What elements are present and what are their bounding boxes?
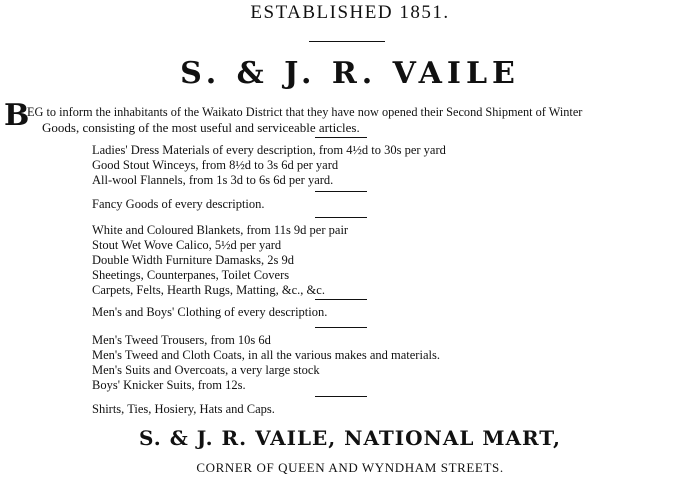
goods-group bbox=[92, 197, 265, 212]
established-heading: ESTABLISHED 1851. bbox=[250, 2, 450, 23]
divider-rule bbox=[309, 41, 385, 42]
goods-item: Ladies' Dress Materials of every description, from 4½d to 30s per yard bbox=[92, 143, 446, 157]
divider-rule bbox=[315, 217, 367, 218]
goods-item: Men's and Boys' Clothing of every description. bbox=[92, 305, 328, 319]
divider-rule bbox=[315, 137, 367, 138]
goods-item: Stout Wet Wove Calico, 5½d per yard bbox=[92, 238, 282, 252]
goods-group bbox=[92, 305, 327, 320]
firm-name-heading: S. & J. R. VAILE bbox=[180, 56, 520, 91]
goods-item: Fancy Goods of every description. bbox=[92, 197, 265, 211]
divider-rule bbox=[315, 396, 367, 397]
goods-item: White and Coloured Blankets, from 11s 9d per pair bbox=[92, 223, 349, 237]
intro-line: EG to inform the inhabitants of the Waikato District that they have now opened their Second Shipment of Winter bbox=[27, 105, 583, 119]
goods-group bbox=[92, 223, 348, 298]
goods-item: Sheetings, Counterpanes, Toilet Covers bbox=[92, 268, 290, 282]
goods-item: Boys' Knicker Suits, from 12s. bbox=[92, 378, 246, 392]
goods-group bbox=[92, 143, 446, 188]
goods-item: Good Stout Winceys, from 8½d to 3s 6d per yard bbox=[92, 158, 339, 172]
goods-item: Men's Tweed and Cloth Coats, in all the various makes and materials. bbox=[92, 348, 440, 362]
footer-firm-name: S. & J. R. VAILE, NATIONAL MART, bbox=[139, 426, 561, 450]
drop-cap: B bbox=[4, 98, 30, 133]
goods-item: Shirts, Ties, Hosiery, Hats and Caps. bbox=[92, 402, 275, 416]
goods-item: All-wool Flannels, from 1s 3d to 6s 6d per yard. bbox=[92, 173, 334, 187]
goods-group bbox=[92, 333, 440, 393]
intro-line: Goods, consisting of the most useful and serviceable articles. bbox=[42, 120, 360, 135]
goods-item: Carpets, Felts, Hearth Rugs, Matting, &c., &c. bbox=[92, 283, 325, 297]
divider-rule bbox=[315, 191, 367, 192]
goods-group bbox=[92, 402, 275, 417]
divider-rule bbox=[315, 299, 367, 300]
divider-rule bbox=[315, 327, 367, 328]
goods-item: Double Width Furniture Damasks, 2s 9d bbox=[92, 253, 295, 267]
footer-address: CORNER OF QUEEN AND WYNDHAM STREETS. bbox=[196, 460, 504, 475]
goods-item: Men's Tweed Trousers, from 10s 6d bbox=[92, 333, 271, 347]
goods-item: Men's Suits and Overcoats, a very large stock bbox=[92, 363, 320, 377]
